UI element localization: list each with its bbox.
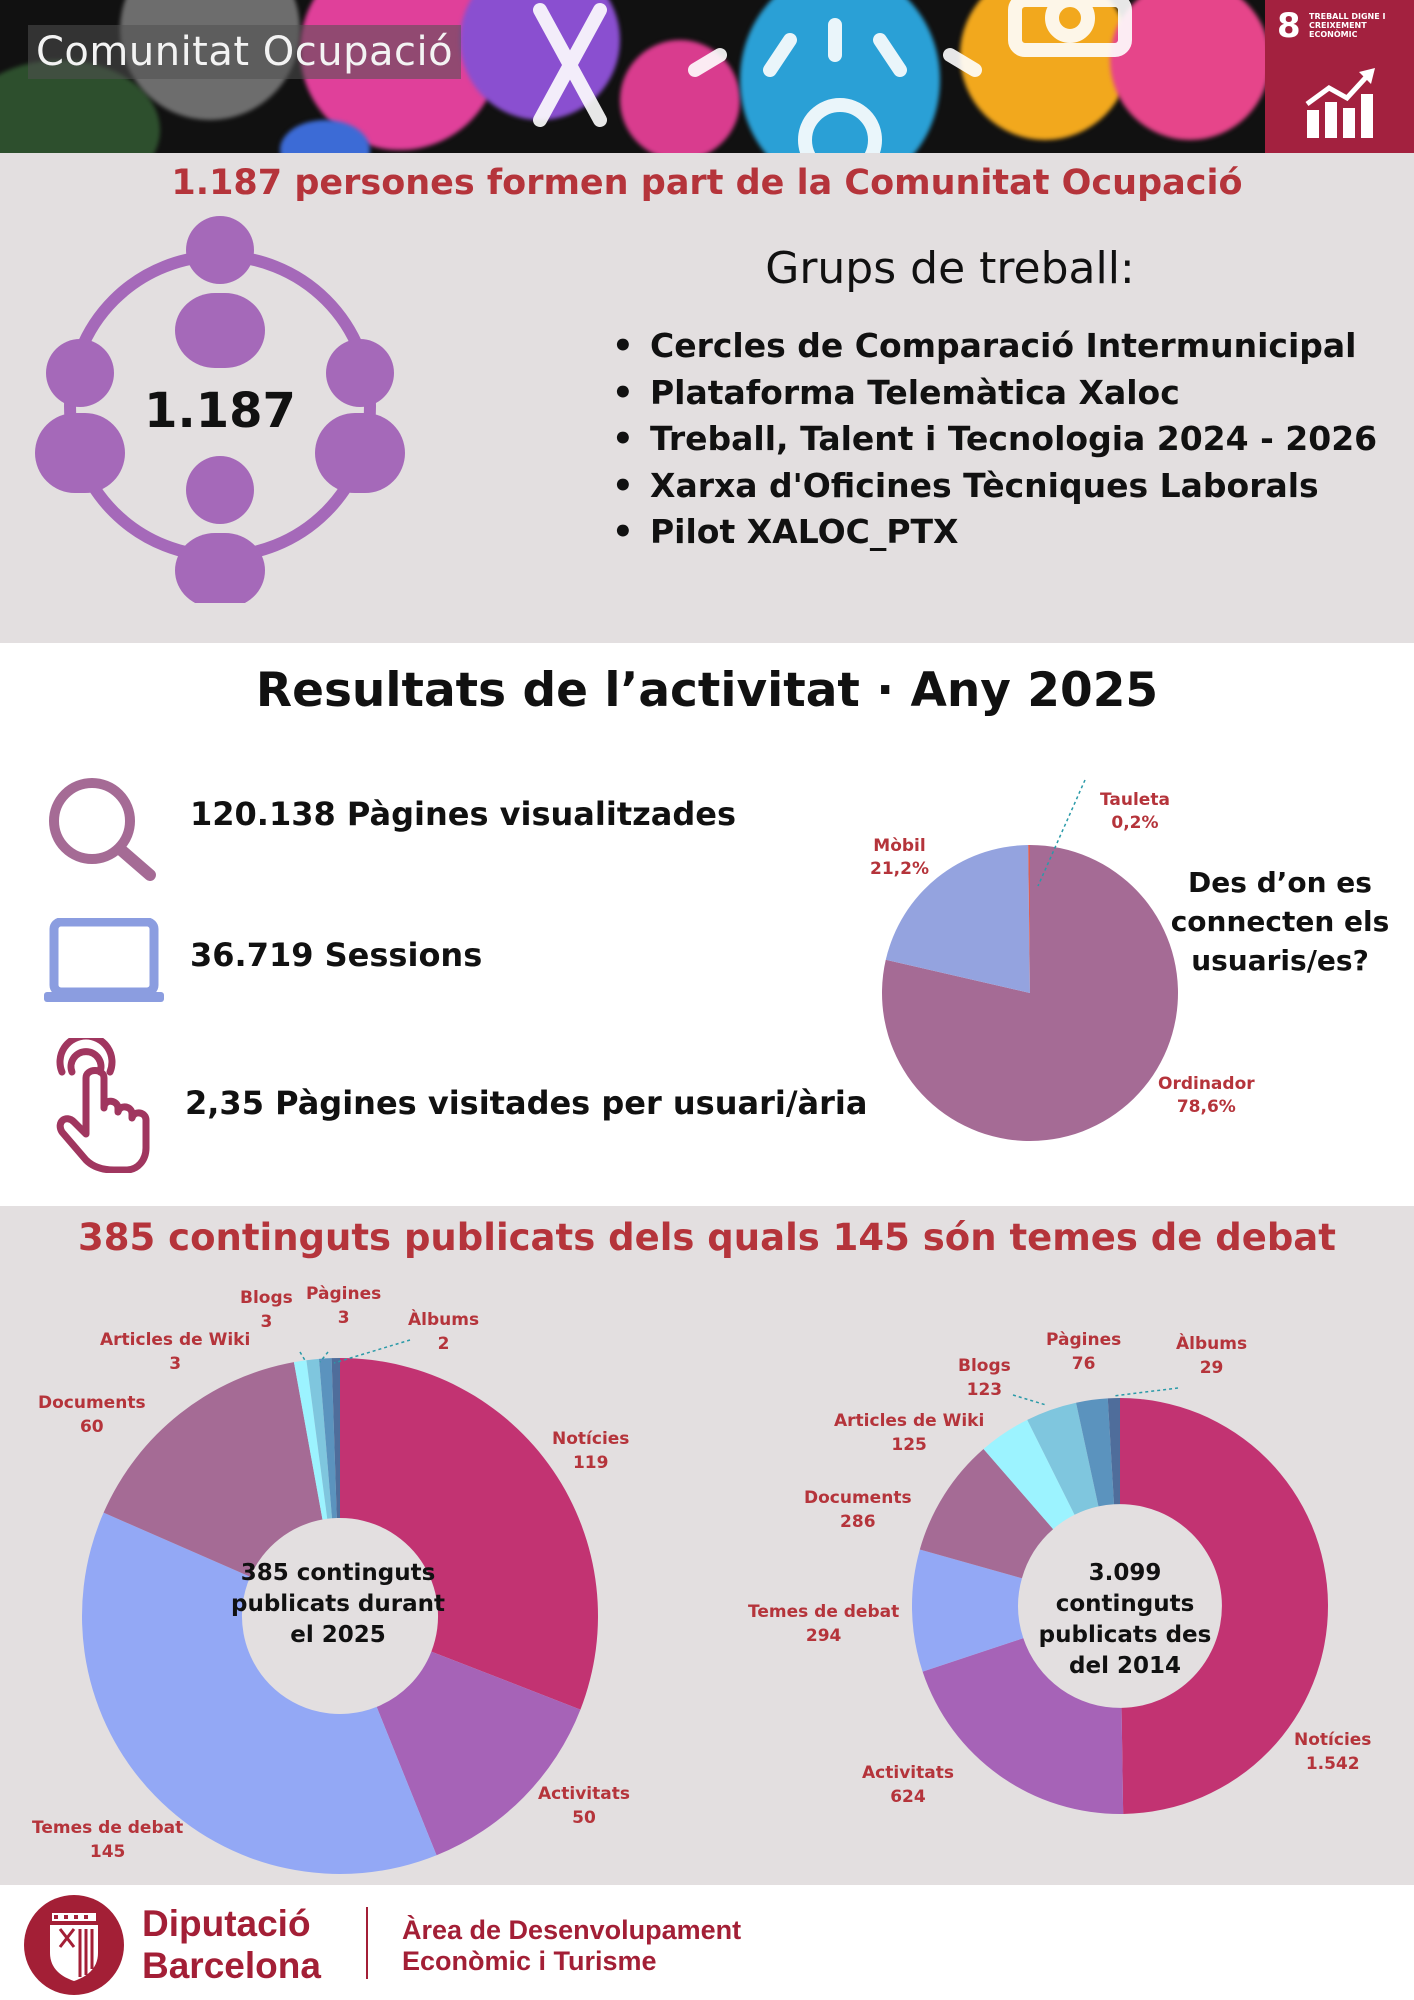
label-name: Blogs	[240, 1288, 293, 1308]
area-line: Econòmic i Turisme	[402, 1946, 657, 1976]
label-name: Articles de Wiki	[834, 1411, 985, 1431]
pie-label-name: Ordinador	[1158, 1074, 1255, 1094]
label-name: Pàgines	[306, 1284, 382, 1304]
donut-label	[306, 1282, 381, 1330]
sdg-text: TREBALL DIGNE I CREIXEMENT ECONÒMIC	[1309, 12, 1386, 39]
label-value: 50	[572, 1808, 596, 1828]
donut-label	[1294, 1728, 1371, 1776]
list-item: • Cercles de Comparació Intermunicipal	[612, 323, 1377, 370]
header-banner	[0, 0, 1414, 153]
community-section	[0, 153, 1414, 643]
department-name	[402, 1915, 741, 1977]
label-name: Temes de debat	[748, 1602, 900, 1622]
label-value: 29	[1199, 1358, 1224, 1378]
label-value: 123	[966, 1380, 1003, 1400]
groups-list	[612, 323, 1377, 556]
list-item: • Xarxa d'Oficines Tècniques Laborals	[612, 463, 1377, 510]
label-name: Documents	[38, 1393, 146, 1413]
footer	[0, 1885, 1414, 2000]
donut-label	[552, 1427, 629, 1475]
label-name: Activitats	[538, 1784, 630, 1804]
donut-label	[748, 1600, 899, 1648]
divider	[366, 1907, 368, 1979]
label-value: 1.542	[1305, 1754, 1360, 1774]
sdg-number: 8	[1277, 6, 1301, 46]
label-value: 60	[79, 1417, 104, 1437]
leader-lines	[0, 1206, 1414, 1885]
label-value: 125	[891, 1435, 927, 1455]
donut-label	[862, 1761, 954, 1809]
contents-headline: 385 continguts publicats dels quals 145 són temes de debat	[78, 1216, 1336, 1259]
label-name: Notícies	[552, 1429, 630, 1449]
page-title: Comunitat Ocupació	[28, 25, 461, 79]
stat-pages-per-user: 2,35 Pàgines visitades per usuari/ària	[185, 1084, 868, 1122]
donut-label	[100, 1328, 250, 1376]
label-value: 294	[805, 1626, 842, 1646]
pie-label-name: Tauleta	[1100, 790, 1170, 810]
label-name: Temes de debat	[32, 1818, 184, 1838]
donut-label	[804, 1486, 912, 1534]
label-name: Documents	[804, 1488, 912, 1508]
pie-label-mobil	[870, 835, 929, 881]
search-icon	[42, 771, 162, 881]
area-line: Àrea de Desenvolupament	[402, 1915, 742, 1945]
label-value: 3	[260, 1312, 273, 1332]
label-value: 624	[890, 1787, 926, 1807]
label-name: Pàgines	[1046, 1330, 1122, 1350]
community-headline: 1.187 persones formen part de la Comunitat Ocupació	[171, 163, 1243, 203]
org-line: Diputació	[142, 1903, 311, 1944]
results-section	[0, 643, 1414, 1206]
members-count: 1.187	[144, 383, 296, 439]
organization-name	[142, 1903, 321, 1987]
donut-label	[408, 1308, 479, 1356]
growth-chart-icon	[1303, 64, 1383, 140]
donut-label	[240, 1286, 293, 1334]
org-line: Barcelona	[142, 1945, 321, 1986]
donut-label	[32, 1816, 183, 1864]
pie-label-value: 21,2%	[870, 859, 929, 879]
label-name: Activitats	[862, 1763, 954, 1783]
contents-section	[0, 1206, 1414, 1885]
pie-label-value: 78,6%	[1176, 1097, 1236, 1117]
label-value: 119	[572, 1453, 609, 1473]
stat-sessions: 36.719 Sessions	[190, 936, 483, 974]
donut-label	[538, 1782, 630, 1830]
label-value: 3	[337, 1308, 350, 1328]
label-name: Àlbums	[408, 1310, 480, 1330]
donut-label	[38, 1391, 146, 1439]
label-value: 76	[1071, 1354, 1096, 1374]
pie-label-value: 0,2%	[1111, 813, 1159, 833]
label-value: 286	[840, 1512, 876, 1532]
list-item: • Pilot XALOC_PTX	[612, 509, 1377, 556]
device-question: Des d’on es connecten els usuaris/es?	[1170, 866, 1390, 977]
label-name: Notícies	[1294, 1730, 1372, 1750]
donut-label	[834, 1409, 984, 1457]
label-name: Àlbums	[1176, 1334, 1248, 1354]
list-item: • Plataforma Telemàtica Xaloc	[612, 370, 1377, 417]
label-name: Articles de Wiki	[100, 1330, 251, 1350]
laptop-icon	[42, 918, 167, 1008]
pie-label-tauleta	[1100, 789, 1170, 835]
list-item: • Treball, Talent i Tecnologia 2024 - 2026	[612, 416, 1377, 463]
pointer-hand-icon	[50, 1038, 150, 1173]
donut-label	[958, 1354, 1011, 1402]
results-title: Resultats de l’activitat · Any 2025	[255, 663, 1159, 718]
donut-label	[1176, 1332, 1247, 1380]
pie-label-name: Mòbil	[873, 836, 926, 856]
diputacio-logo	[22, 1893, 126, 1997]
donut-center-2014: 3.099 continguts publicats des del 2014	[1038, 1560, 1212, 1679]
groups-title: Grups de treball:	[765, 243, 1135, 294]
donut-center-2025: 385 continguts publicats durant el 2025	[231, 1560, 445, 1648]
donut-label	[1046, 1328, 1121, 1376]
label-value: 145	[89, 1842, 126, 1862]
stat-page-views: 120.138 Pàgines visualitzades	[190, 795, 736, 833]
label-name: Blogs	[958, 1356, 1011, 1376]
label-value: 2	[437, 1334, 450, 1354]
pie-label-ordinador	[1158, 1073, 1255, 1119]
sdg-goal-badge	[1265, 0, 1414, 153]
device-pie-chart	[880, 843, 1180, 1143]
label-value: 3	[169, 1354, 182, 1374]
